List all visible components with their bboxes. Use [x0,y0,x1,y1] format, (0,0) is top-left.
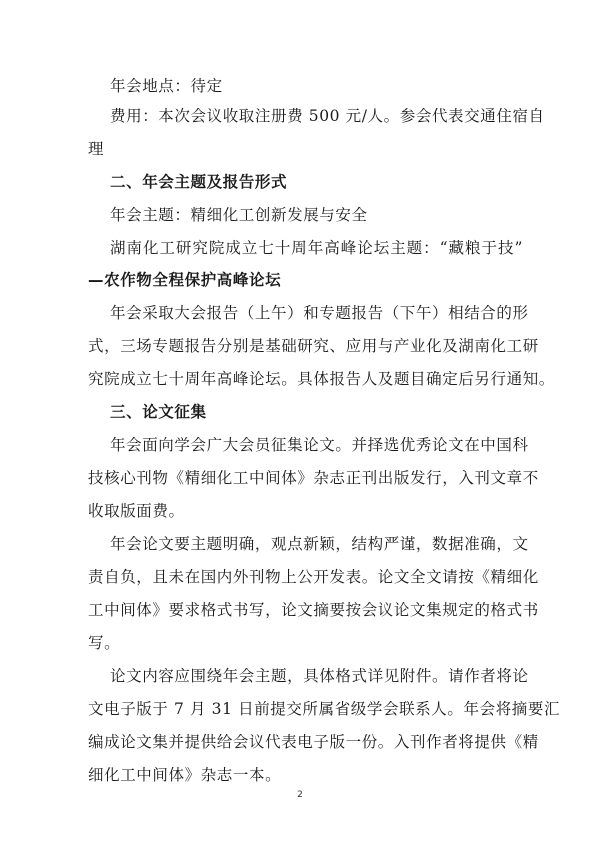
report-format-line-2: 式，三场专题报告分别是基础研究、应用与产业化及湖南化工研 [88,337,539,355]
venue-line: 年会地点：待定 [110,77,223,95]
papers-para3-line-1: 论文内容应围绕年会主题，具体格式详见附件。请作者将论 [110,667,529,685]
papers-para3-line-4: 细化工中间体》杂志一本。 [88,766,282,784]
page-number: 2 [297,790,303,800]
papers-para3-line-2: 文电子版于 7 月 31 日前提交所属省级学会联系人。年会将摘要汇 [88,700,561,718]
report-format-line-1: 年会采取大会报告（上午）和专题报告（下午）相结合的形 [110,304,529,322]
papers-para2-line-3: 工中间体》要求格式书写，论文摘要按会议论文集规定的格式书 [88,601,539,619]
section-heading-theme: 二、年会主题及报告形式 [110,173,288,191]
report-format-line-3: 究院成立七十周年高峰论坛。具体报告人及题目确定后另行通知。 [88,370,555,388]
forum-theme-line: 湖南化工研究院成立七十周年高峰论坛主题：“藏粮于技” [110,239,523,257]
papers-para2-line-2: 责自负，且未在国内外刊物上公开发表。论文全文请按《精细化 [88,568,539,586]
fee-line: 费用：本次会议收取注册费 500 元/人。参会代表交通住宿自 [110,107,545,125]
papers-para2-line-4: 写。 [88,634,121,652]
section-heading-papers: 三、论文征集 [110,403,207,421]
annual-theme-line: 年会主题：精细化工创新发展与安全 [110,206,368,224]
fee-line-continued: 理 [88,140,105,158]
papers-para1-line-2: 技核心刊物《精细化工中间体》杂志正刊出版发行，入刊文章不 [88,469,539,487]
papers-para1-line-3: 收取版面费。 [88,502,185,520]
papers-para1-line-1: 年会面向学会广大会员征集论文。并择选优秀论文在中国科 [110,436,529,454]
papers-para3-line-3: 编成论文集并提供给会议代表电子版一份。入刊作者将提供《精 [88,733,539,751]
forum-theme-line-continued: —农作物全程保护高峰论坛 [88,271,282,289]
papers-para2-line-1: 年会论文要主题明确，观点新颖，结构严谨，数据准确，文 [110,535,529,553]
